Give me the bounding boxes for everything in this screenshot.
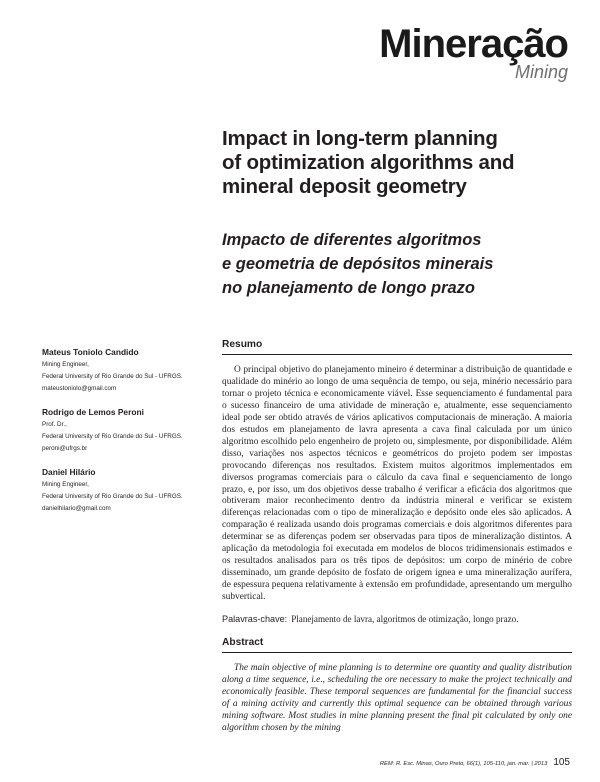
author-role: Mining Engineer, [42, 361, 89, 368]
keywords-text: Planejamento de lavra, algoritmos de otimização, longo prazo. [291, 614, 519, 625]
author-name: Daniel Hilário [42, 467, 96, 477]
title-line: Impacto de diferentes algoritmos [222, 231, 482, 249]
keywords-label: Palavras-chave: [222, 614, 288, 625]
section-subtitle: Mining [514, 62, 568, 82]
author-block [42, 346, 222, 395]
title-line: Impact in long-term planning [222, 127, 498, 150]
abstract-text: The main objective of mine planning is to determine ore quantity and quality distribution along a time sequence, i.e., scheduling the ore necessary to make the project technically and economically feasible. These temporal sequences are fundamental for the financial success of a mining activity and currently this optimal sequence can be obtained through various mining software. Most studies in mine planning present the final pit calculated by only one algorithm chosen by the mining [222, 663, 572, 733]
title-line: no planejamento de longo prazo [222, 279, 476, 297]
author-block [42, 466, 222, 515]
author-name: Rodrigo de Lemos Peroni [42, 407, 144, 417]
author-email[interactable]: danielhilario@gmail.com [42, 505, 111, 512]
author-email[interactable]: peroni@ufrgs.br [42, 445, 88, 452]
abstract-heading: Abstract [222, 636, 572, 653]
title-line: e geometria de depósitos minerais [222, 255, 494, 273]
author-affiliation: Federal University of Rio Grande do Sul - UFRGS. [42, 433, 183, 440]
footer-citation: REM: R. Esc. Minas, Ouro Preto, 66(1), 105-110, jan. mar. | 2013 [379, 761, 548, 767]
main-column [222, 338, 572, 735]
authors-column [42, 346, 222, 526]
author-role: Mining Engineer, [42, 481, 89, 488]
title-line: mineral deposit geometry [222, 175, 467, 198]
author-email[interactable]: mateustoniolo@gmail.com [42, 385, 117, 392]
author-block [42, 406, 222, 455]
section-title: Mineração [379, 22, 568, 66]
article-title-english [222, 127, 572, 199]
author-affiliation: Federal University of Rio Grande do Sul - UFRGS. [42, 373, 183, 380]
resumo-heading: Resumo [222, 338, 572, 355]
title-line: of optimization algorithms and [222, 151, 515, 174]
keywords [222, 613, 572, 625]
author-affiliation: Federal University of Rio Grande do Sul - UFRGS. [42, 493, 183, 500]
author-role: Prof. Dr., [42, 421, 67, 428]
page-number: 105 [553, 757, 570, 768]
page-footer [380, 757, 570, 768]
article-title-portuguese [222, 228, 572, 300]
resumo-text: O principal objetivo do planejamento mineiro é determinar a distribuição de quantidade e qualidade do minério ao longo de uma sequência de tempo, ou seja, minério necessário para tornar o projeto técnica e economicamente viável. Esse sequenciamento é fundamental para o sucesso financeiro de uma atividade de mineração e, atualmente, esse sequenciamento ideal pode ser obtido através de vários aplicativos computacionais de mineração. A maioria dos estudos em planejamento de lavra apresenta a cava final calculada por um único algoritmo escolhido pelo engenheiro de projeto ou, simplesmente, por disponibilidade. Além disso, variações nos aspectos técnicos e geométricos do projeto podem ser impostas provocando diferenças nos resultados. Existem muitos algoritmos implementados em diversos programas comerciais para o cálculo da cava final e sequenciamento de longo prazo, e, por isso, um dos objetivos desse trabalho é verificar a eficácia dos algoritmos que obtiveram maior reconhecimento dentro da indústria mineral e verificar se existem diferenças relacionadas com o tipo de mineralização e depósito onde eles são aplicados. A comparação é realizada usando dois programas comerciais e dois algoritmos diferentes para determinar se as diferenças podem ser observadas para tipos de mineralização distintos. A aplicação da metodologia foi executada em modelos de blocos tridimensionais estimados e os resultados analisados para os três tipos de depósitos: um corpo de minério de cobre disseminado, um grande depósito de fosfato de origem ígnea e uma mineralização aurífera, de espessura pequena relativamente à extensão em profundidade, apresentando um mergulho subvertical. [222, 365, 572, 603]
author-name: Mateus Toniolo Candido [42, 347, 139, 357]
